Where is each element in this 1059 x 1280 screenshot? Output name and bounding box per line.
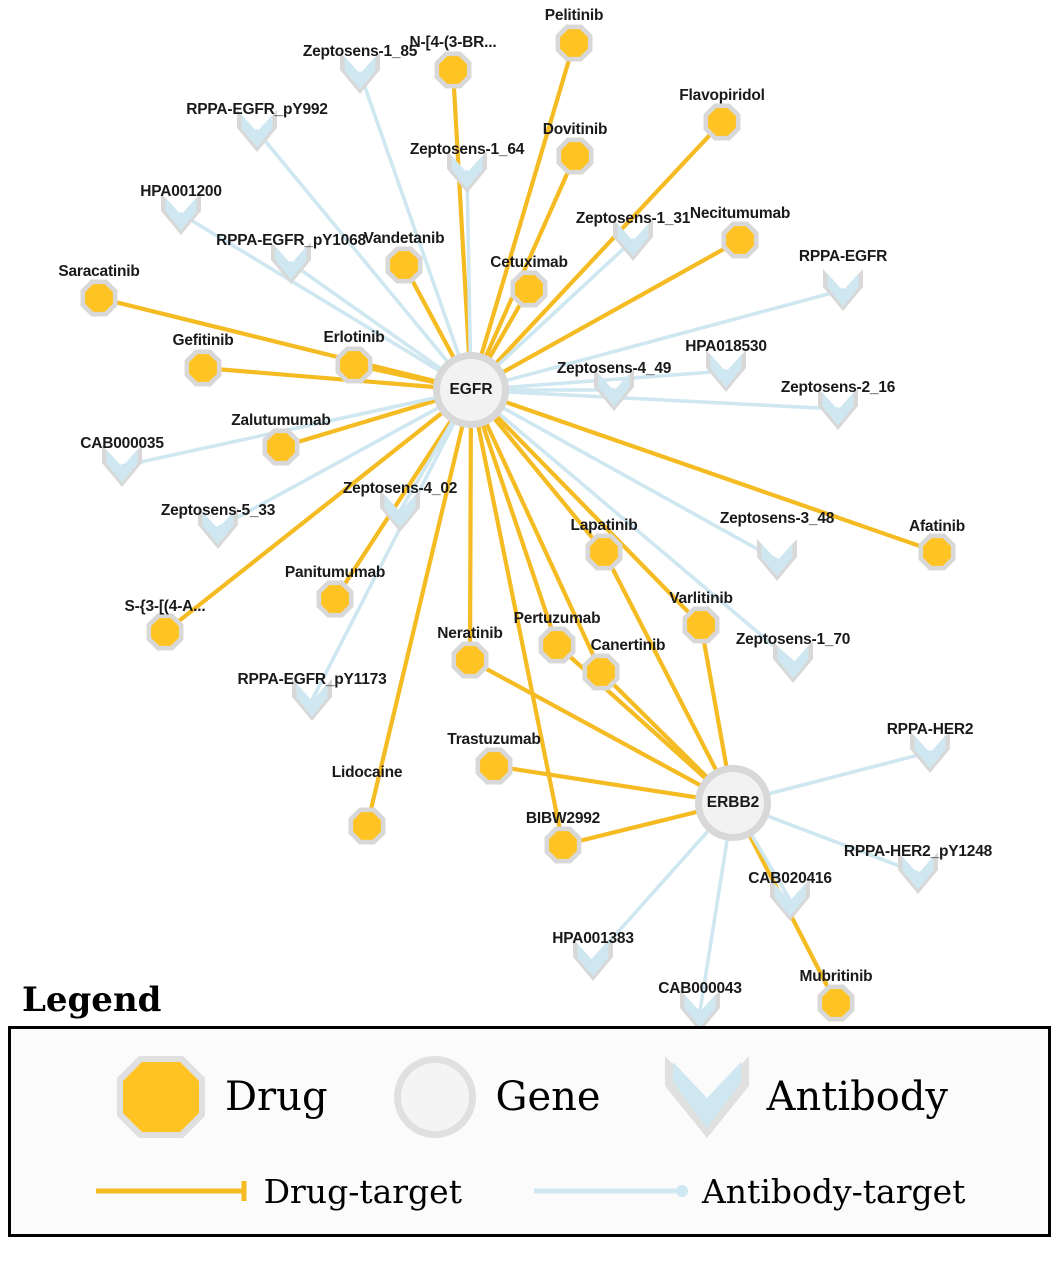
antibody-node[interactable]: [385, 495, 416, 528]
drug-node[interactable]: [708, 108, 736, 136]
antibody-node[interactable]: [242, 115, 273, 148]
drug-node[interactable]: [456, 646, 484, 674]
legend-label-antibody: Antibody: [766, 1074, 949, 1120]
drug-label: Gefitinib: [172, 332, 234, 349]
drug-node[interactable]: [726, 226, 754, 254]
antibody-label: RPPA-EGFR_pY1173: [237, 671, 387, 688]
antibody-vee-icon: [661, 1050, 753, 1144]
drug-node[interactable]: [587, 658, 615, 686]
antibody-node[interactable]: [578, 944, 609, 977]
antibody-label: RPPA-HER2: [886, 721, 974, 738]
drug-label: BIBW2992: [525, 810, 601, 827]
antibody-node[interactable]: [711, 355, 742, 388]
drug-label: Necitumumab: [689, 205, 791, 222]
antibody-label: Zeptosens-4_02: [342, 480, 458, 497]
drug-node[interactable]: [590, 538, 618, 566]
antibody-label: CAB020416: [748, 870, 832, 887]
drug-label: Afatinib: [908, 518, 966, 535]
antibody-label: RPPA-EGFR_pY992: [186, 101, 328, 118]
antibody-node[interactable]: [599, 374, 630, 407]
drug-label: Varlitinib: [669, 590, 733, 607]
antibody-label: HPA001200: [140, 183, 222, 200]
antibody-node[interactable]: [778, 646, 809, 679]
drug-label: Mubritinib: [799, 968, 873, 985]
drug-node[interactable]: [321, 585, 349, 613]
drug-label: Pelitinib: [544, 7, 604, 24]
drug-label: Erlotinib: [323, 329, 385, 346]
drug-node[interactable]: [480, 752, 508, 780]
drug-node[interactable]: [543, 631, 571, 659]
antibody-node[interactable]: [107, 450, 138, 483]
drug-label: Panitumumab: [284, 564, 386, 581]
antibody-label: Zeptosens-1_64: [409, 141, 525, 158]
drug-node[interactable]: [390, 251, 418, 279]
drug-target-edge-icon: [94, 1179, 254, 1203]
antibody-node[interactable]: [166, 198, 197, 231]
antibody-node[interactable]: [452, 156, 483, 189]
legend-box: [8, 1026, 1051, 1237]
drug-label: Zalutumumab: [231, 412, 331, 429]
legend-edge-antibody-target: [532, 1172, 965, 1211]
drug-node[interactable]: [560, 29, 588, 57]
antibody-label: Zeptosens-5_33: [160, 502, 276, 519]
antibody-node[interactable]: [276, 247, 307, 280]
drug-label: Dovitinib: [542, 121, 608, 138]
legend-title: Legend: [22, 980, 162, 1020]
drug-label: Flavopiridol: [679, 87, 765, 104]
gene-label: EGFR: [449, 381, 493, 398]
legend: [0, 980, 1059, 1237]
legend-label-gene: Gene: [495, 1074, 601, 1120]
legend-label-drug: Drug: [224, 1074, 328, 1120]
gene-circle-icon: [388, 1050, 482, 1144]
antibody-node[interactable]: [618, 224, 649, 257]
drug-label: Cetuximab: [490, 254, 568, 271]
drug-node[interactable]: [353, 812, 381, 840]
antibody-label: Zeptosens-1_70: [735, 631, 851, 648]
drug-octagon-icon: [111, 1050, 211, 1144]
drug-label: Lidocaine: [331, 764, 403, 781]
antibody-label: CAB000043: [658, 980, 742, 997]
antibody-label: Zeptosens-1_85: [302, 43, 418, 60]
antibody-target-edge-icon: [532, 1179, 692, 1203]
legend-label-antibody-target: Antibody-target: [701, 1171, 966, 1211]
legend-edge-drug-target: [94, 1172, 462, 1211]
antibody-label: RPPA-EGFR: [798, 248, 888, 265]
drug-label: Vandetanib: [363, 230, 445, 247]
antibody-label: Zeptosens-2_16: [780, 379, 896, 396]
drug-node[interactable]: [85, 284, 113, 312]
antibody-node[interactable]: [762, 544, 793, 577]
drug-node[interactable]: [549, 831, 577, 859]
antibody-label: RPPA-HER2_pY1248: [843, 843, 993, 860]
drug-label: Lapatinib: [570, 517, 638, 534]
antibody-label: HPA018530: [685, 338, 767, 355]
drug-label: N-[4-(3-BR...: [409, 34, 497, 51]
antibody-node[interactable]: [915, 736, 946, 769]
legend-item-drug: [111, 1050, 328, 1144]
antibody-node[interactable]: [828, 274, 859, 307]
drug-label: Saracatinib: [58, 263, 140, 280]
legend-label-drug-target: Drug-target: [263, 1171, 462, 1211]
drug-node[interactable]: [267, 433, 295, 461]
antibody-label: HPA001383: [552, 930, 634, 947]
drug-label: Pertuzumab: [513, 610, 601, 627]
drug-label: Neratinib: [437, 625, 503, 642]
drug-node[interactable]: [151, 618, 179, 646]
antibody-label: RPPA-EGFR_pY1068: [216, 232, 366, 249]
drug-node[interactable]: [687, 611, 715, 639]
antibody-node[interactable]: [345, 57, 376, 90]
drug-label: Trastuzumab: [447, 731, 541, 748]
legend-item-gene: [388, 1050, 601, 1144]
drug-node[interactable]: [439, 56, 467, 84]
antibody-label: Zeptosens-3_48: [719, 510, 835, 527]
antibody-node[interactable]: [775, 884, 806, 917]
drug-node[interactable]: [923, 538, 951, 566]
drug-label: Canertinib: [590, 637, 666, 654]
antibody-node[interactable]: [823, 393, 854, 426]
antibody-label: CAB000035: [80, 435, 164, 452]
drug-node[interactable]: [515, 275, 543, 303]
legend-item-antibody: [661, 1050, 948, 1144]
antibody-label: Zeptosens-4_49: [556, 360, 672, 377]
antibody-label: Zeptosens-1_31: [575, 210, 691, 227]
drug-node[interactable]: [340, 351, 368, 379]
drug-node[interactable]: [189, 354, 217, 382]
gene-label: ERBB2: [706, 794, 760, 811]
antibody-node[interactable]: [903, 857, 934, 890]
drug-node[interactable]: [561, 142, 589, 170]
drug-label: S-{3-[(4-A...: [124, 598, 206, 615]
